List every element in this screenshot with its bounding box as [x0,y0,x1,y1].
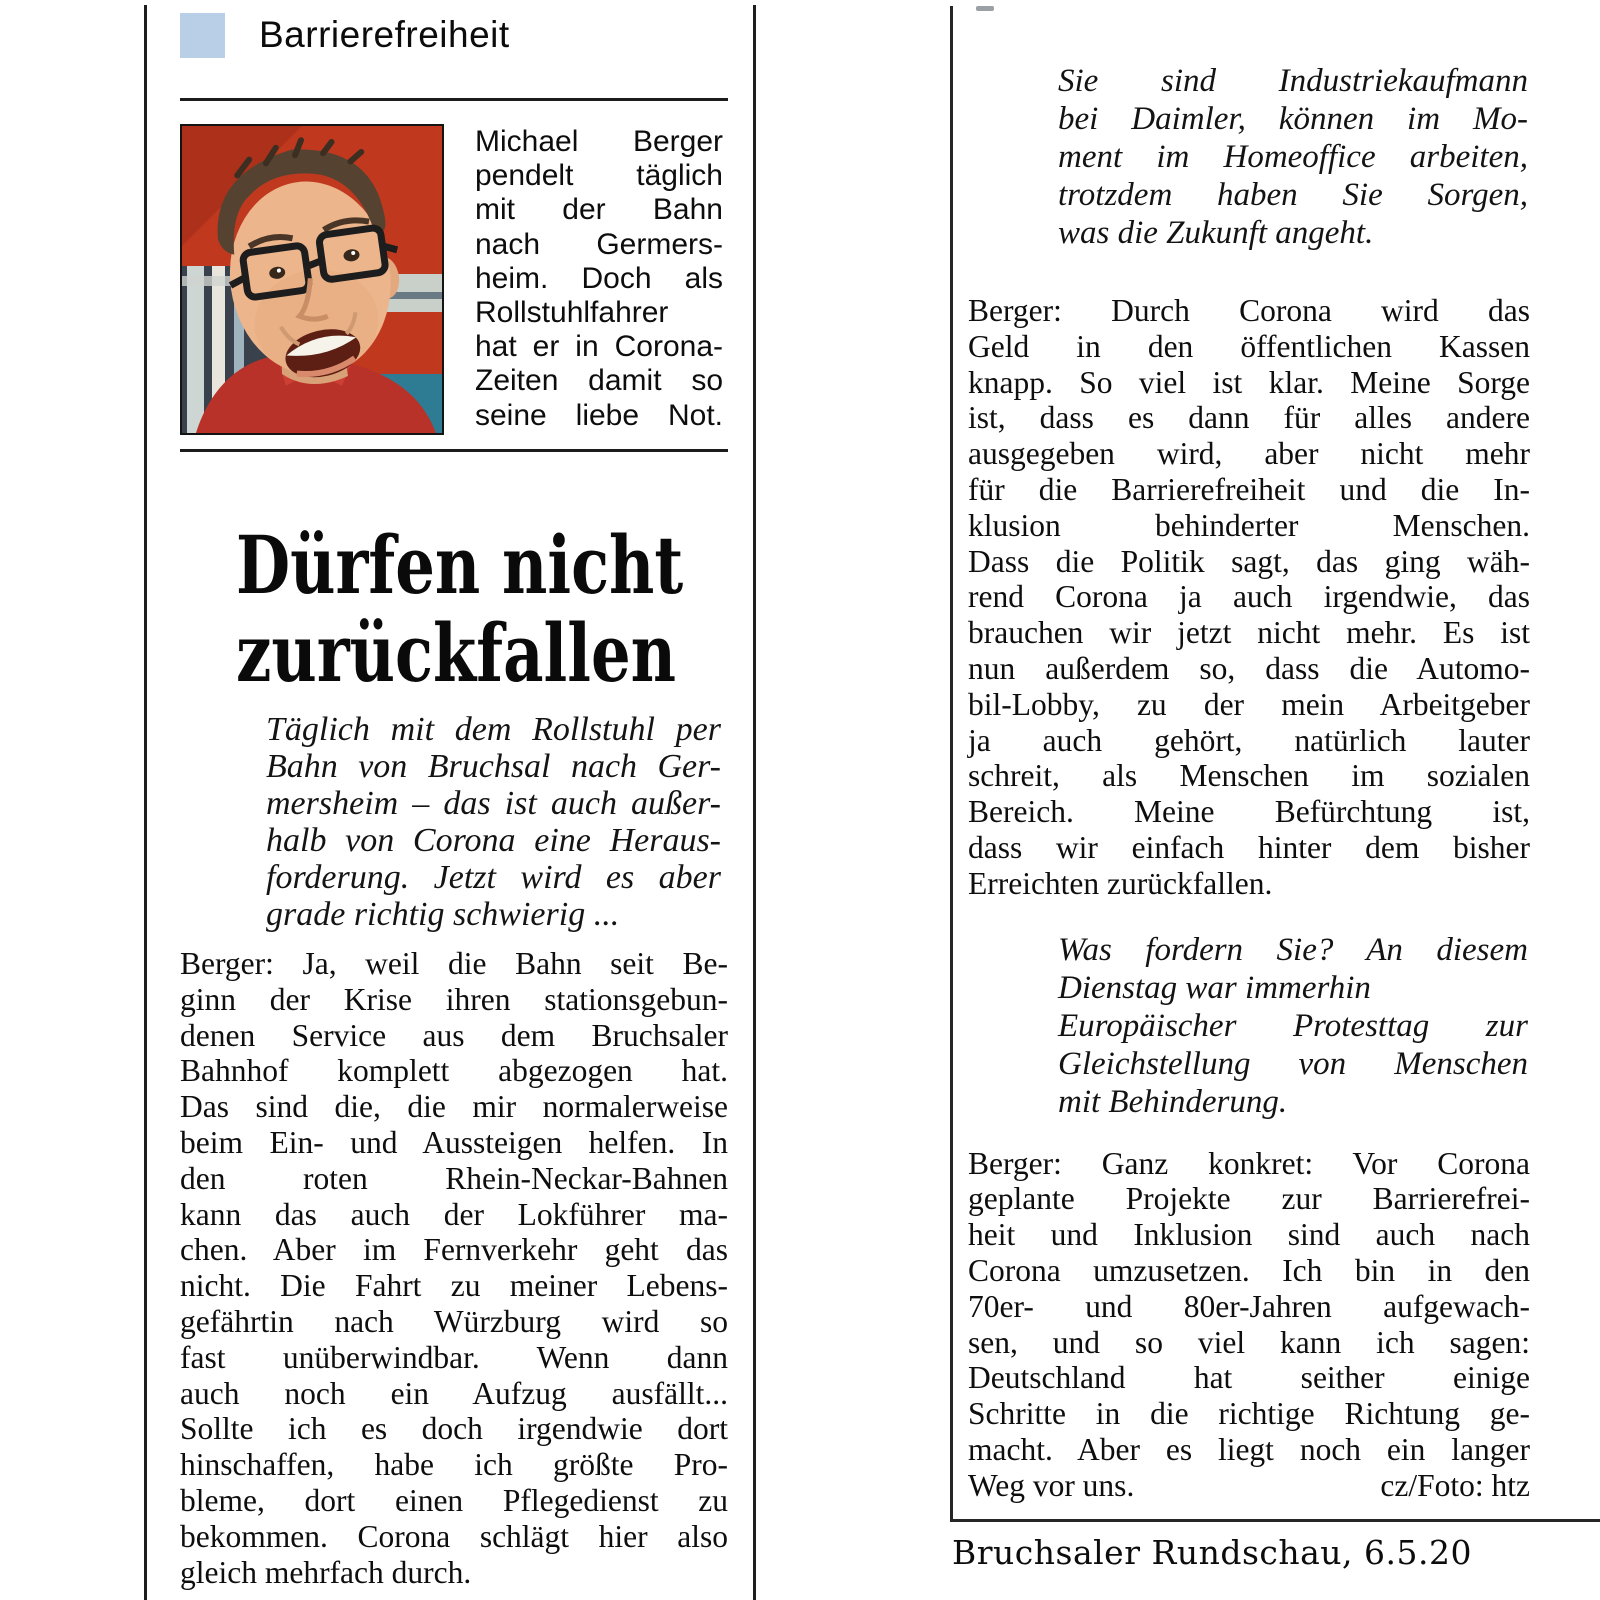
text-line: macht. Aber es liegt noch ein langer [968,1431,1530,1467]
text-line: fast unüberwindbar. Wenn dann [180,1339,728,1375]
text-line: Weg vor uns. cz/Foto: htz [968,1467,1530,1503]
text-line: ment im Homeoffice arbeiten, [1058,139,1528,175]
text-line: Bahn von Bruchsal nach Ger- [266,748,721,785]
text-line: schreit, als Menschen im sozialen [968,758,1530,794]
text-line: Zeiten damit so [475,364,723,398]
source-line: Bruchsaler Rundschau, 6.5.20 [952,1533,1472,1572]
text-line: gefährtin nach Würzburg wird so [180,1303,728,1339]
text-line: beim Ein- und Aussteigen helfen. In [180,1124,728,1160]
text-line: Sollte ich es doch irgendwie dort [180,1411,728,1447]
text-line: trotzdem haben Sie Sorgen, [1058,177,1528,213]
portrait-photo [180,124,444,435]
interview-question-2 [1058,931,1528,1121]
text-line: bil-Lobby, zu der mein Arbeitgeber [968,686,1530,722]
section-label: Barrierefreiheit [259,14,510,55]
text-line: Schritte in die richtige Richtung ge- [968,1396,1530,1432]
text-line: Gleichstellung von Menschen [1058,1045,1528,1082]
text-line: zurückfallen [236,606,677,700]
text-line: hinschaffen, habe ich größte Pro- [180,1447,728,1483]
text-line: heim. Doch als [475,261,723,295]
text-line: nach Germers- [475,227,723,261]
column-rule-left [144,5,147,1600]
text-line: Bereich. Meine Befürchtung ist, [968,794,1530,830]
text-line: klusion behinderter Menschen. [968,507,1530,543]
text-line: ja auch gehört, natürlich lauter [968,722,1530,758]
text-line: halb von Corona eine Heraus- [266,822,721,859]
interview-answer-1 [968,293,1530,902]
text-line: geplante Projekte zur Barrierefrei- [968,1181,1530,1217]
text-line: ginn der Krise ihren stationsgebun- [180,981,728,1017]
headline [236,518,728,700]
text-line: dass wir einfach hinter dem bisher [968,829,1530,865]
interview-question-1 [1058,6,1528,252]
text-line: Dass die Politik sagt, das ging wäh- [968,543,1530,579]
left-column [180,0,728,1590]
text-line: rend Corona ja auch irgendwie, das [968,579,1530,615]
text-line: Europäischer Protesttag zur [1058,1007,1528,1044]
text-line: mersheim – das ist auch außer- [266,785,721,822]
text-line: Sie sind Industriekaufmann [1058,63,1528,99]
intro-paragraph [266,711,721,933]
text-line: bleme, dort einen Pflegedienst zu [180,1482,728,1518]
text-line: Bahnhof komplett abgezogen hat. [180,1053,728,1089]
text-line: grade richtig schwierig ... [266,896,620,933]
section-marker-square [180,13,225,58]
article-body [180,946,728,1590]
text-line: Berger: Ganz konkret: Vor Corona [968,1145,1530,1181]
text-line: nun außerdem so, dass die Automo- [968,650,1530,686]
text-line: denen Service aus dem Bruchsaler [180,1017,728,1053]
text-line: den roten Rhein-Neckar-Bahnen [180,1160,728,1196]
text-line: pendelt täglich [475,159,723,193]
text-line: bekommen. Corona schlägt hier also [180,1518,728,1554]
text-line: sen, und so viel kann ich sagen: [968,1324,1530,1360]
text-line: Berger: Durch Corona wird das [968,293,1530,328]
text-line: Dienstag war immerhin [1058,969,1371,1006]
text-line: ist, dass es dann für alles andere [968,400,1530,436]
text-line: Rollstuhlfahrer [475,296,669,330]
text-line: ausgegeben wird, aber nicht mehr [968,436,1530,472]
text-line: Dürfen nicht [236,518,684,612]
text-line: Das sind die, die mir normalerweise [180,1089,728,1125]
text-line: seine liebe Not. [475,398,723,432]
column-rule-middle [753,5,756,1600]
text-line: chen. Aber im Fernverkehr geht das [180,1232,728,1268]
text-line: Was fordern Sie? An diesem [1058,931,1528,968]
text-line: brauchen wir jetzt nicht mehr. Es ist [968,615,1530,651]
divider-rule [180,449,728,452]
credit-line: cz/Foto: htz [1380,1467,1530,1503]
text-line: heit und Inklusion sind auch nach [968,1217,1530,1253]
text-line: forderung. Jetzt wird es aber [266,859,721,896]
text-line: Täglich mit dem Rollstuhl per [266,711,721,748]
text-line: kann das auch der Lokführer ma- [180,1196,728,1232]
text-line: für die Barrierefreiheit und die In- [968,471,1530,507]
text-line: was die Zukunft angeht. [1058,215,1374,251]
text-line: mit der Bahn [475,193,723,227]
interview-answer-2 [968,1146,1530,1504]
interview-box [950,6,1600,1522]
text-line: nicht. Die Fahrt zu meiner Lebens- [180,1268,728,1304]
photo-caption [475,124,723,435]
portrait-illustration [182,126,442,433]
text-line: gleich mehrfach durch. [180,1554,472,1590]
text-line: 70er- und 80er-Jahren aufgewach- [968,1288,1530,1324]
text-line: Michael Berger [475,125,723,158]
section-header [180,12,728,58]
photo-and-caption [180,124,728,435]
text-line: hat er in Corona- [475,330,723,364]
text-line: Berger: Ja, weil die Bahn seit Be- [180,946,728,981]
text-line: auch noch ein Aufzug ausfällt... [180,1375,728,1411]
text-line: Erreichten zurückfallen. [968,865,1273,901]
text-line: Geld in den öffentlichen Kassen [968,328,1530,364]
text-line: mit Behinderung. [1058,1083,1288,1120]
text-line: bei Daimler, können im Mo- [1058,101,1528,137]
divider-rule [180,98,728,101]
text-line: Corona umzusetzen. Ich bin in den [968,1252,1530,1288]
text-line: knapp. So viel ist klar. Meine Sorge [968,364,1530,400]
text-line: Deutschland hat seither einige [968,1360,1530,1396]
